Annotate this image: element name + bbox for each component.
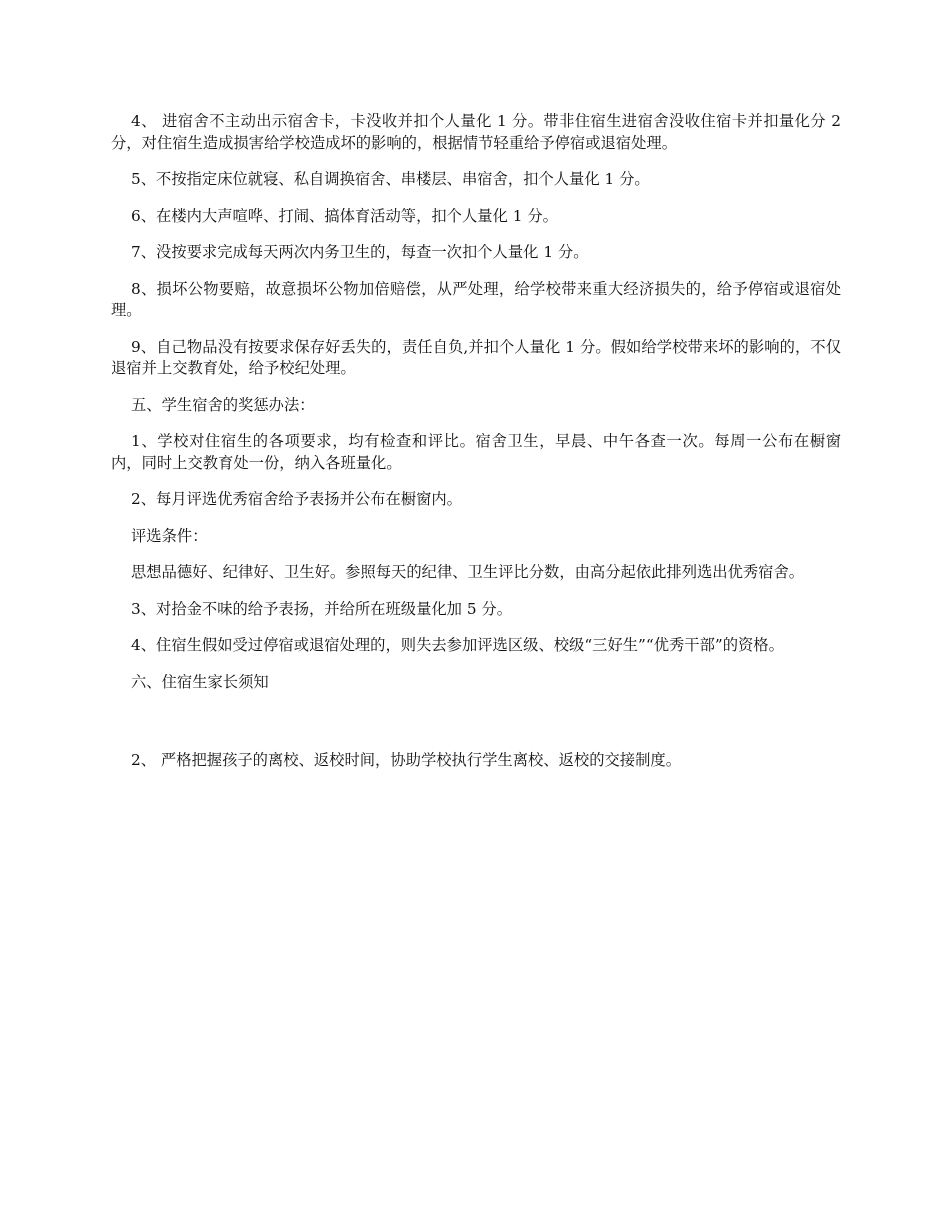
paragraph-rule-6: 6、在楼内大声喧哗、打闹、搞体育活动等，扣个人量化 1 分。 [131, 206, 558, 225]
paragraph-rule-7: 7、没按要求完成每天两次内务卫生的，每查一次扣个人量化 1 分。 [131, 243, 589, 261]
paragraph-reward-2: 2、每月评选优秀宿舍给予表扬并公布在橱窗内。 [131, 490, 462, 508]
section-heading-parents: 六、住宿生家长须知 [131, 672, 269, 691]
paragraph-reward-3: 3、对拾金不味的给予表扬，并给所在班级量化加 5 分。 [131, 599, 513, 618]
paragraph-criteria: 思想品德好、纪律好、卫生好。参照每天的纪律、卫生评比分数，由高分起依此排列选出优秀宿舍。 [131, 563, 805, 581]
label-criteria: 评选条件： [131, 526, 208, 545]
paragraph-rule-8: 8、损坏公物要赔，故意损坏公物加倍赔偿，从严处理，给学校带来重大经济损失的，给予停宿或退宿处理。 [111, 279, 841, 319]
paragraph-rule-4: 4、 进宿舍不主动出示宿舍卡，卡没收并扣个人量化 1 分。带非住宿生进宿舍没收住宿卡并扣量化分 2 分，对住宿生造成损害给学校造成坏的影响的，根据情节轻重给予停宿或退宿处理。 [111, 112, 841, 152]
document-page [111, 111, 841, 772]
paragraph-rule-9: 9、自己物品没有按要求保存好丢失的，责任自负,并扣个人量化 1 分。假如给学校带来坏的影响的，不仅退宿并上交教育处，给予校纪处理。 [111, 337, 841, 377]
section-heading-rewards: 五、学生宿舍的奖惩办法： [131, 395, 315, 414]
paragraph-parent-2: 2、 严格把握孩子的离校、返校时间，协助学校执行学生离校、返校的交接制度。 [131, 751, 681, 769]
paragraph-reward-4: 4、住宿生假如受过停宿或退宿处理的，则失去参加评选区级、校级“三好生”“优秀干部”的资格。 [131, 636, 784, 654]
paragraph-rule-5: 5、不按指定床位就寝、私自调换宿舍、串楼层、串宿舍，扣个人量化 1 分。 [131, 170, 650, 188]
paragraph-reward-1: 1、学校对住宿生的各项要求，均有检查和评比。宿舍卫生，早晨、中午各查一次。每周一公布在橱窗内，同时上交教育处一份，纳入各班量化。 [111, 432, 841, 472]
